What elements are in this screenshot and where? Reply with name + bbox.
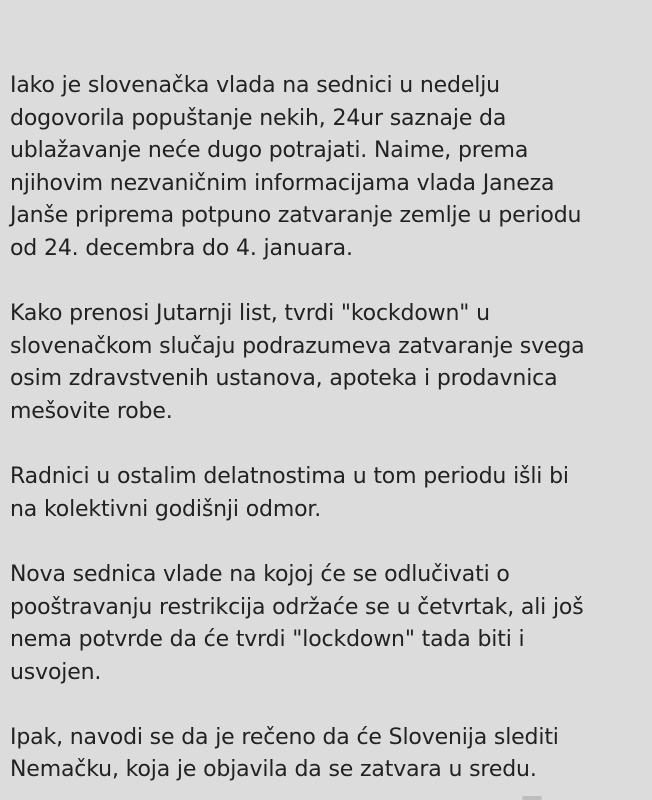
- paragraph-2: Kako prenosi Jutarnji list, tvrdi "kockdown" u slovenačkom slučaju podrazumeva zatvaranje svega osim zdravstvenih ustanova, apoteka i prodavnica mešovite robe.: [10, 301, 585, 424]
- article-body: [10, 70, 644, 787]
- paragraph-4: Nova sednica vlade na kojoj će se odlučivati o pooštravanju restrikcija održaće se u četvrtak, ali još nema potvrde da će tvrdi "lockdown" tada biti i usvojen.: [10, 561, 584, 685]
- paragraph-5: Ipak, navodi se da je rečeno da će Slovenija slediti Nemačku, koja je objavila da se zatvara u sredu.: [10, 724, 559, 783]
- paragraph-3: Radnici u ostalim delatnostima u tom periodu išli bi na kolektivni godišnji odmor.: [10, 464, 569, 522]
- scroll-indicator: [522, 796, 542, 800]
- paragraph-1: Iako je slovenačka vlada na sednici u nedelju dogovorila popuštanje nekih, 24ur saznaje da ublažavanje neće dugo potrajati. Naime, prema njihovim nezvaničnim informacijama vlada Janeza Janše priprema potpuno zatvaranje zemlje u periodu od 24. decembra do 4. januara.: [10, 73, 582, 261]
